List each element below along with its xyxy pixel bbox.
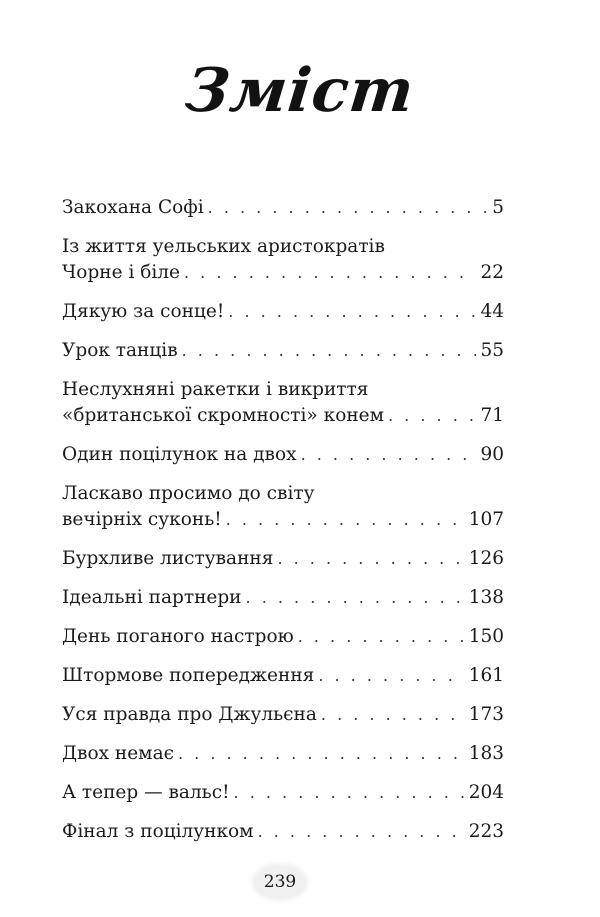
toc-entry-title: Уся правда про Джульєна: [62, 704, 317, 725]
toc-entry-page: 223: [468, 821, 504, 842]
toc-entry-line: [62, 780, 504, 806]
dot-leader: [277, 546, 464, 572]
page-number: 239: [255, 866, 305, 898]
dot-leader: [182, 338, 477, 364]
toc-entry-title: Із життя уельських аристократів: [62, 236, 385, 257]
toc-entry-line: [62, 507, 504, 533]
toc-entry-page: 71: [480, 405, 504, 426]
dot-leader: [184, 260, 476, 286]
toc-entry-line: [62, 546, 504, 572]
toc-entry-line: [62, 741, 504, 767]
dot-leader: [321, 702, 465, 728]
toc-entry-page: 138: [468, 587, 504, 608]
toc-entry-title: День поганого настрою: [62, 626, 294, 647]
page-title: Зміст: [182, 56, 418, 126]
toc-entry-line: [62, 377, 504, 403]
toc-entry: [62, 585, 504, 611]
toc-entry-line: [62, 819, 504, 845]
toc-entry-page: 126: [468, 548, 504, 569]
dot-leader: [208, 195, 489, 221]
toc-entry-page: 55: [480, 340, 504, 361]
toc-entry: [62, 195, 504, 221]
toc-entry-page: 183: [468, 743, 504, 764]
toc-entry-line: [62, 442, 504, 468]
toc-entry-title: Один поцілунок на двох: [62, 444, 297, 465]
toc-entry-line: [62, 234, 504, 260]
toc-entry-page: 204: [468, 782, 504, 803]
toc-entry-line: [62, 195, 504, 221]
toc-entry-line: [62, 481, 504, 507]
toc-entry: [62, 481, 504, 533]
toc-entry-page: 22: [480, 262, 504, 283]
toc-entry-title: А тепер — вальс!: [62, 782, 230, 803]
toc-entry-line: [62, 702, 504, 728]
toc-entry-page: 161: [468, 665, 504, 686]
toc-entry-line: [62, 663, 504, 689]
toc-entry-title: Ласкаво просимо до світу: [62, 483, 315, 504]
toc-entry: [62, 546, 504, 572]
toc-entry-title: вечірніх суконь!: [62, 509, 222, 530]
dot-leader: [228, 299, 476, 325]
toc-entry-line: [62, 624, 504, 650]
toc-entry-title: Ідеальні партнери: [62, 587, 242, 608]
toc-entry: [62, 377, 504, 429]
toc-entry-title: Урок танців: [62, 340, 178, 361]
toc-entry-title: Закохана Софі: [62, 197, 204, 218]
toc-entry: [62, 780, 504, 806]
toc-entry-line: [62, 403, 504, 429]
toc-entry-title: «британської скромності» конем: [62, 405, 384, 426]
toc-entry-page: 150: [468, 626, 504, 647]
toc-entry-title: Чорне і біле: [62, 262, 180, 283]
toc-entry-line: [62, 260, 504, 286]
dot-leader: [258, 819, 465, 845]
toc-entry-page: 44: [480, 301, 504, 322]
toc-entry-title: Дякую за сонце!: [62, 301, 225, 322]
dot-leader: [246, 585, 465, 611]
dot-leader: [301, 442, 477, 468]
toc-entry-title: Фінал з поцілунком: [62, 821, 254, 842]
toc-entry-title: Неслухняні ракетки і викриття: [62, 379, 369, 400]
toc-entry-page: 5: [492, 197, 504, 218]
toc-entry-title: Бурхливе листування: [62, 548, 274, 569]
dot-leader: [388, 403, 476, 429]
toc-entry-line: [62, 585, 504, 611]
dot-leader: [226, 507, 465, 533]
toc-entry-title: Штормове попередження: [62, 665, 315, 686]
toc-entry: [62, 663, 504, 689]
toc-entry-page: 173: [468, 704, 504, 725]
toc-entry: [62, 234, 504, 286]
dot-leader: [318, 663, 464, 689]
toc-entry: [62, 624, 504, 650]
toc-entry: [62, 741, 504, 767]
toc-entry: [62, 338, 504, 364]
toc-entry-title: Двох немає: [62, 743, 174, 764]
dot-leader: [178, 741, 465, 767]
toc-entry: [62, 442, 504, 468]
toc-entry-page: 107: [468, 509, 504, 530]
toc-entry: [62, 299, 504, 325]
toc-entry: [62, 702, 504, 728]
table-of-contents: [62, 195, 504, 858]
dot-leader: [234, 780, 465, 806]
toc-entry-line: [62, 299, 504, 325]
dot-leader: [298, 624, 465, 650]
toc-entry: [62, 819, 504, 845]
toc-entry-page: 90: [480, 444, 504, 465]
toc-entry-line: [62, 338, 504, 364]
